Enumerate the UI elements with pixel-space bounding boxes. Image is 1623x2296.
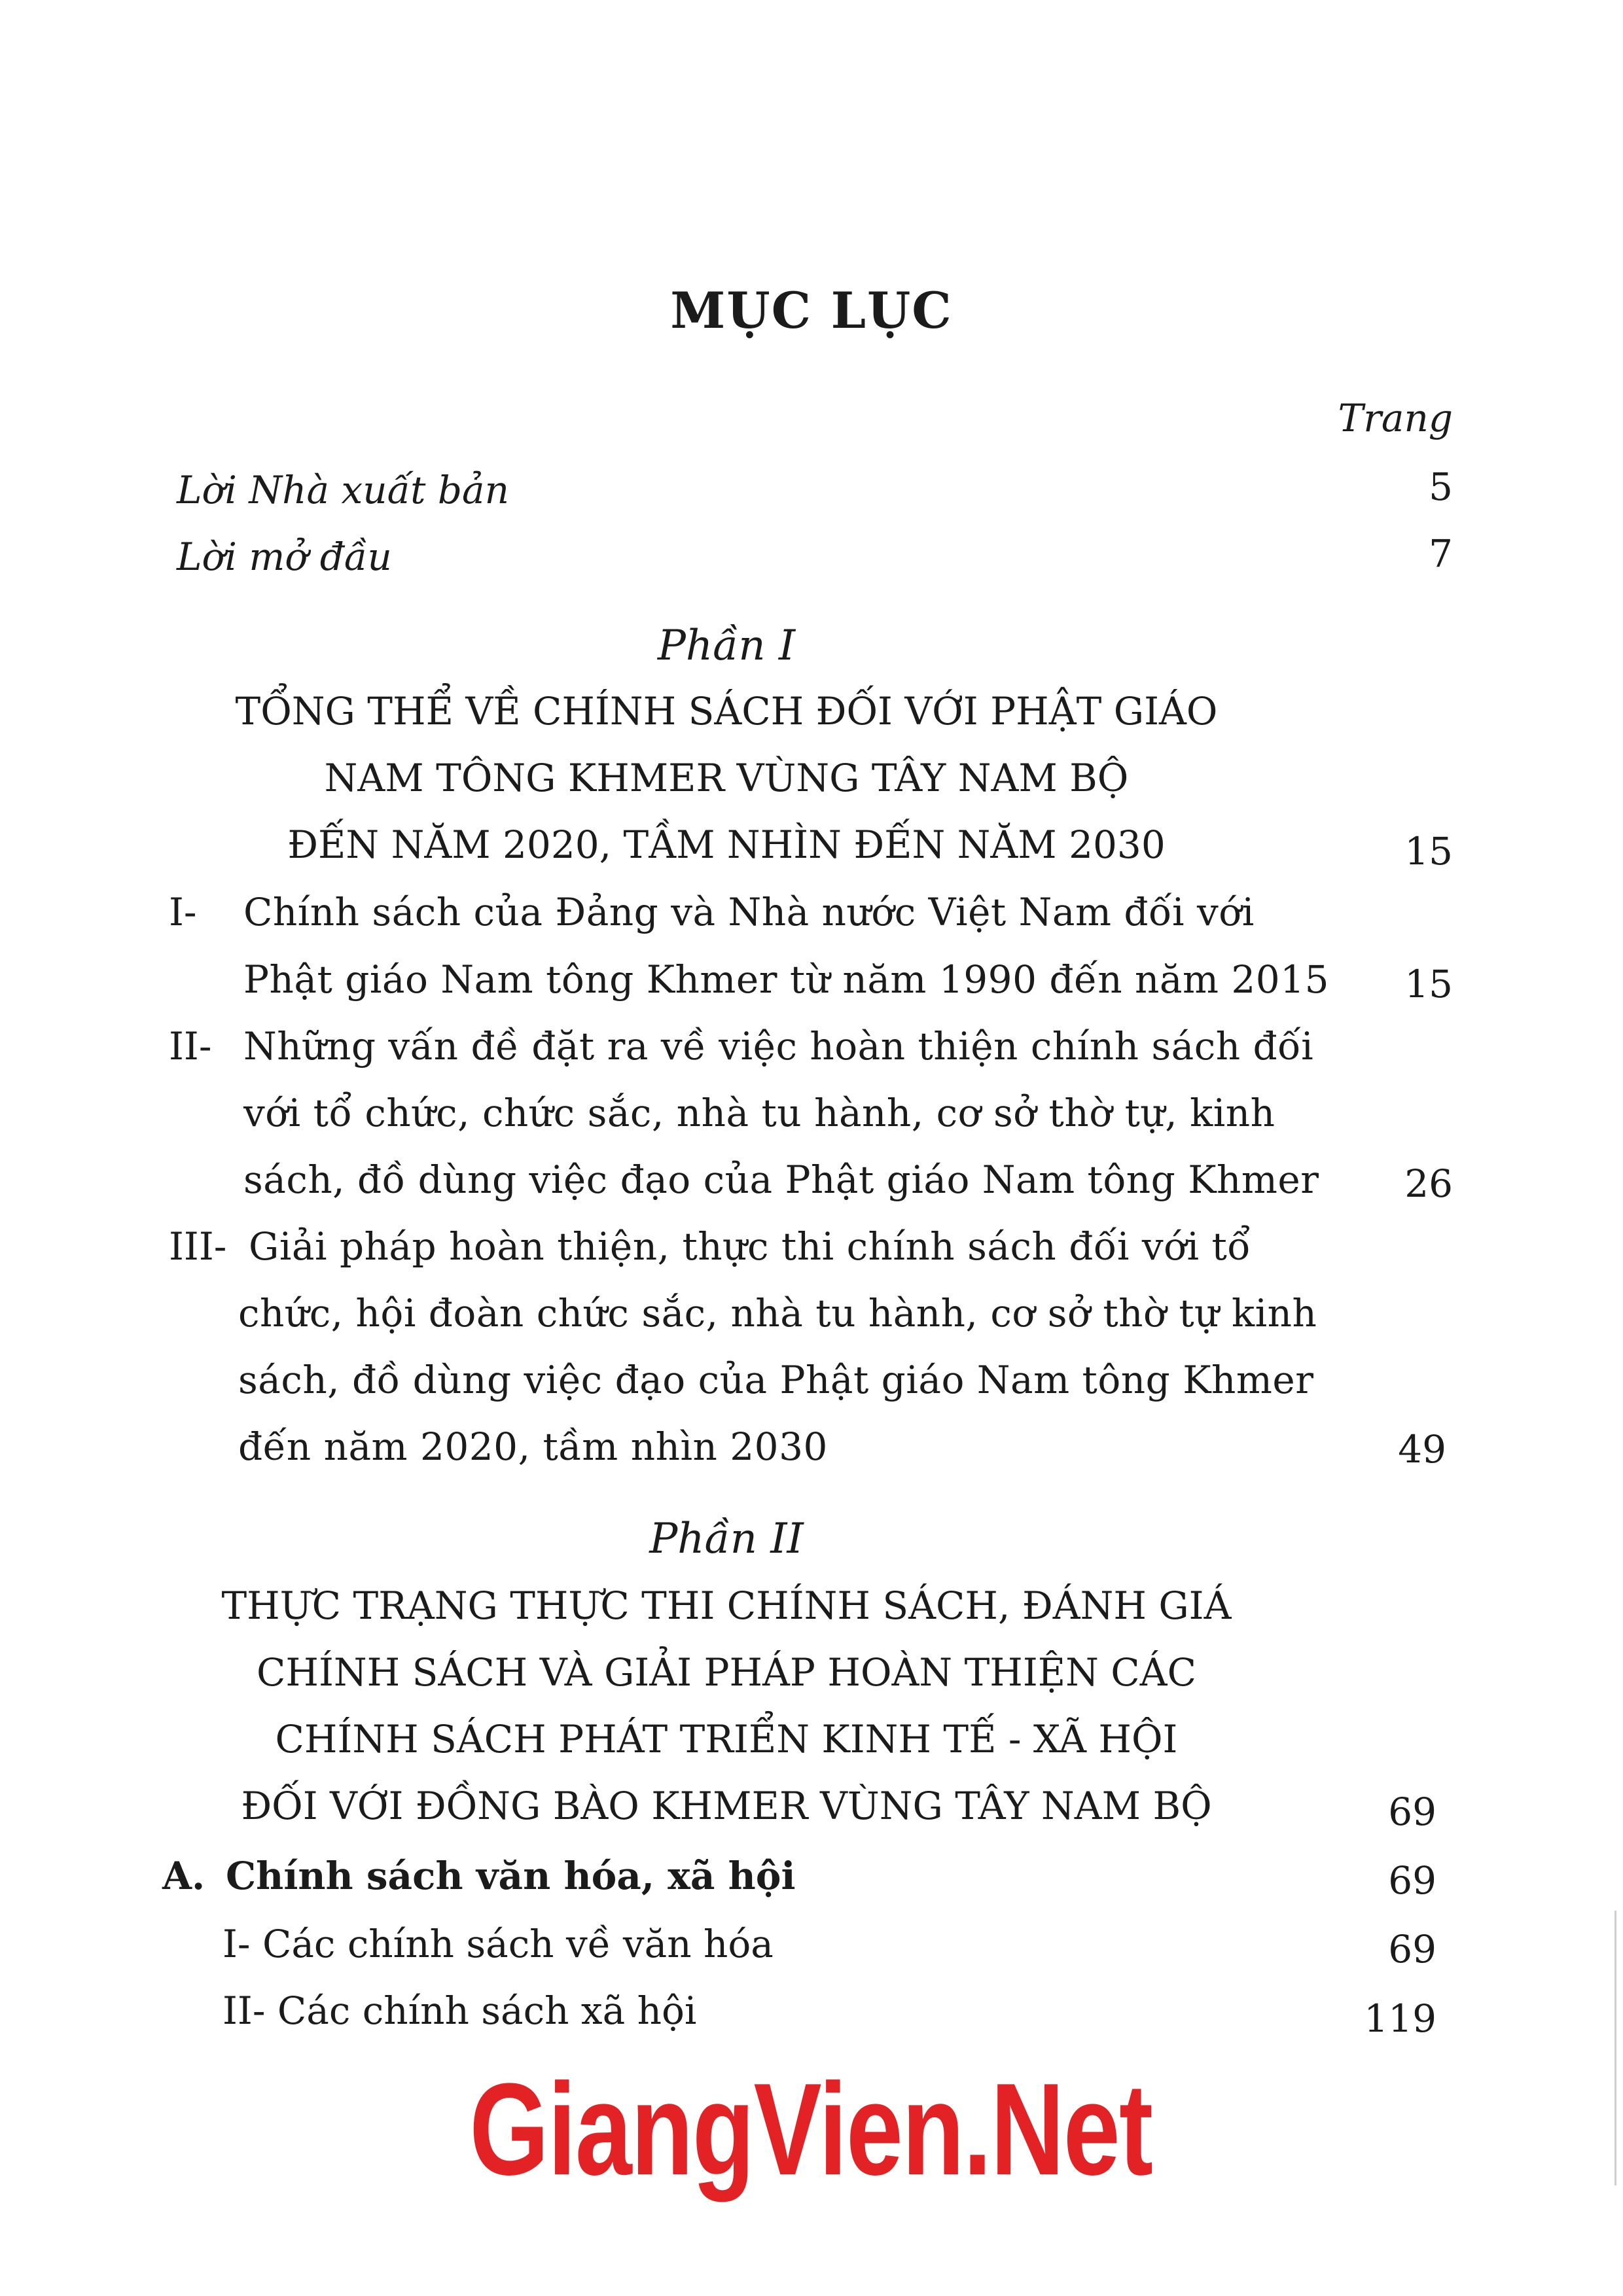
roman-numeral: II- bbox=[169, 1024, 212, 1069]
toc-page-number: 15 bbox=[1404, 962, 1453, 1006]
part-label: Phần I bbox=[657, 622, 796, 670]
roman-numeral: III- bbox=[169, 1224, 227, 1269]
toc-entry-publisher-note: Lời Nhà xuất bản bbox=[177, 468, 509, 512]
toc-subentry: I- Các chính sách về văn hóa bbox=[223, 1922, 774, 1966]
toc-page-number: 69 bbox=[1388, 1790, 1436, 1834]
part-heading-line: CHÍNH SÁCH VÀ GIẢI PHÁP HOÀN THIỆN CÁC bbox=[257, 1650, 1196, 1695]
toc-page-number: 15 bbox=[1404, 829, 1453, 874]
section-label: A. bbox=[162, 1854, 205, 1898]
toc-entry-line: Phật giáo Nam tông Khmer từ năm 1990 đến năm 2015 bbox=[243, 957, 1329, 1002]
part-heading-line: TỔNG THỂ VỀ CHÍNH SÁCH ĐỐI VỚI PHẬT GIÁO bbox=[235, 689, 1218, 733]
roman-numeral: I- bbox=[169, 890, 197, 934]
toc-entry-line: với tổ chức, chức sắc, nhà tu hành, cơ sở thờ tự, kinh bbox=[243, 1091, 1275, 1135]
toc-page-number: 26 bbox=[1404, 1161, 1453, 1206]
part-heading-line: CHÍNH SÁCH PHÁT TRIỂN KINH TẾ - XÃ HỘI bbox=[275, 1717, 1178, 1761]
toc-entry-introduction: Lời mở đầu bbox=[177, 535, 392, 579]
page-edge-shadow bbox=[1614, 1911, 1616, 2185]
toc-entry-line: chức, hội đoàn chức sắc, nhà tu hành, cơ sở thờ tự kinh bbox=[238, 1291, 1317, 1335]
toc-entry-line: Giải pháp hoàn thiện, thực thi chính sách đối với tổ bbox=[249, 1224, 1251, 1269]
toc-page-number: 5 bbox=[1429, 465, 1453, 509]
toc-entry-line: Chính sách của Đảng và Nhà nước Việt Nam đối với bbox=[243, 890, 1255, 934]
part-heading-line: THỰC TRẠNG THỰC THI CHÍNH SÁCH, ĐÁNH GIÁ bbox=[221, 1583, 1232, 1628]
toc-page-number: 7 bbox=[1429, 531, 1453, 576]
toc-page-number: 69 bbox=[1388, 1927, 1436, 1971]
toc-subentry: II- Các chính sách xã hội bbox=[223, 1988, 697, 2033]
part-label: Phần II bbox=[649, 1515, 804, 1563]
page-column-header: Trang bbox=[1338, 396, 1453, 440]
toc-entry-line: đến năm 2020, tầm nhìn 2030 bbox=[238, 1424, 828, 1469]
part-heading-line: ĐẾN NĂM 2020, TẦM NHÌN ĐẾN NĂM 2030 bbox=[287, 822, 1166, 867]
page-title: MỤC LỤC bbox=[670, 281, 953, 340]
toc-page-number: 49 bbox=[1398, 1427, 1446, 1472]
toc-entry-line: sách, đồ dùng việc đạo của Phật giáo Nam tông Khmer bbox=[243, 1157, 1319, 1202]
toc-page-number: 69 bbox=[1388, 1858, 1436, 1903]
section-title: Chính sách văn hóa, xã hội bbox=[226, 1854, 796, 1898]
part-heading-line: NAM TÔNG KHMER VÙNG TÂY NAM BỘ bbox=[324, 756, 1129, 800]
part-heading-line: ĐỐI VỚI ĐỒNG BÀO KHMER VÙNG TÂY NAM BỘ bbox=[241, 1784, 1212, 1828]
toc-entry-line: Những vấn đề đặt ra về việc hoàn thiện chính sách đối bbox=[243, 1024, 1314, 1069]
watermark-text: GiangVien.Net bbox=[469, 2057, 1152, 2202]
toc-page-number: 119 bbox=[1364, 1996, 1436, 2041]
toc-entry-line: sách, đồ dùng việc đạo của Phật giáo Nam tông Khmer bbox=[238, 1358, 1314, 1402]
